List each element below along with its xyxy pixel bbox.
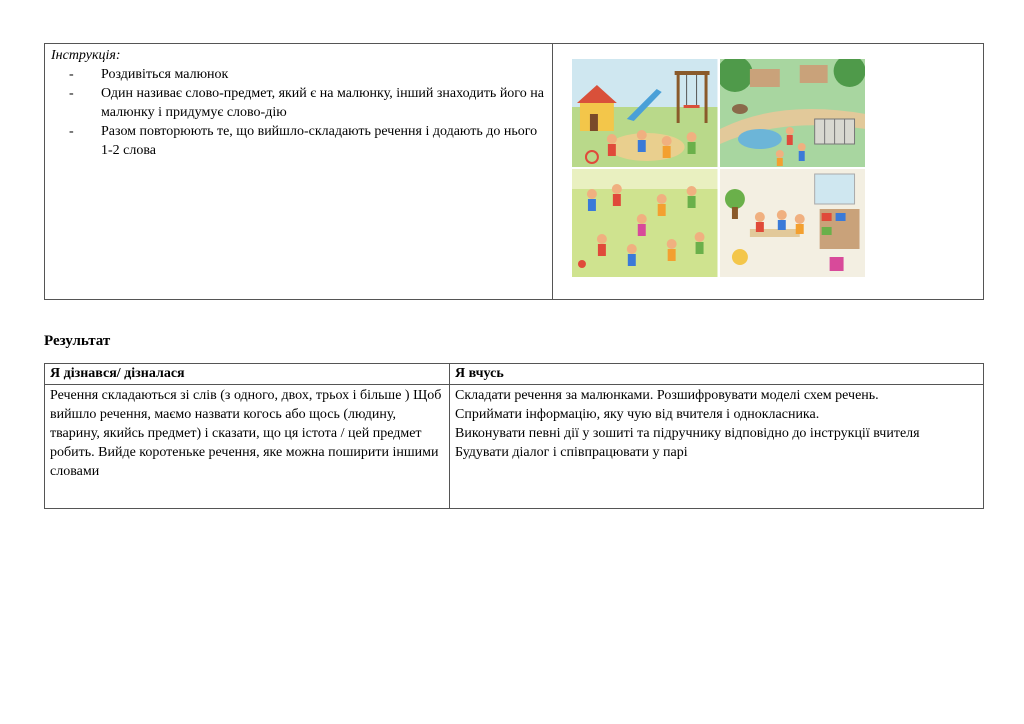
learned-cell: Речення складаються зі слів (з одного, двох, трьох і більше ) Щоб вийшло речення, маємо назвати когось або щось (людину, тварину, якийсь предмет) і сказати, що ця істота / цей предмет робить. Вийде коротеньке речення, яке можна поширити іншими словами xyxy=(45,385,450,509)
instruction-cell xyxy=(45,44,553,299)
learned-column-header: Я дізнався/ дізналася xyxy=(45,364,450,384)
instruction-list xyxy=(51,65,546,160)
result-heading: Результат xyxy=(44,333,111,349)
park-illustration xyxy=(720,59,866,167)
instruction-item: - Роздивіться малюнок xyxy=(69,65,546,84)
picture-cell xyxy=(553,44,983,299)
result-table xyxy=(44,363,984,509)
instruction-item: - Разом повторюють те, що вийшло-складають речення і додають до нього 1-2 слова xyxy=(69,122,546,160)
playground-illustration xyxy=(572,59,718,167)
illustration-picture xyxy=(572,59,865,277)
learning-line: Виконувати певні дії у зошиті та підручнику відповідно до інструкції вчителя xyxy=(455,426,920,441)
result-table-header xyxy=(45,364,983,385)
instruction-title: Інструкція: xyxy=(51,48,121,63)
learning-cell xyxy=(450,385,983,509)
learning-line: Складати речення за малюнками. Розшифровувати моделі схем речень. xyxy=(455,388,879,403)
learning-column-header: Я вчусь xyxy=(455,366,504,381)
instruction-table xyxy=(44,43,984,300)
learning-line: Сприймати інформацію, яку чую від вчителя і однокласника. xyxy=(455,407,820,422)
result-table-row xyxy=(45,385,983,509)
instruction-item: - Один називає слово-предмет, який є на малюнку, інший знаходить його на малюнку і придумує слово-дію xyxy=(69,84,546,122)
learning-line: Будувати діалог і співпрацювати у парі xyxy=(455,445,688,460)
children-playing-illustration xyxy=(572,169,718,277)
classroom-illustration xyxy=(720,169,866,277)
